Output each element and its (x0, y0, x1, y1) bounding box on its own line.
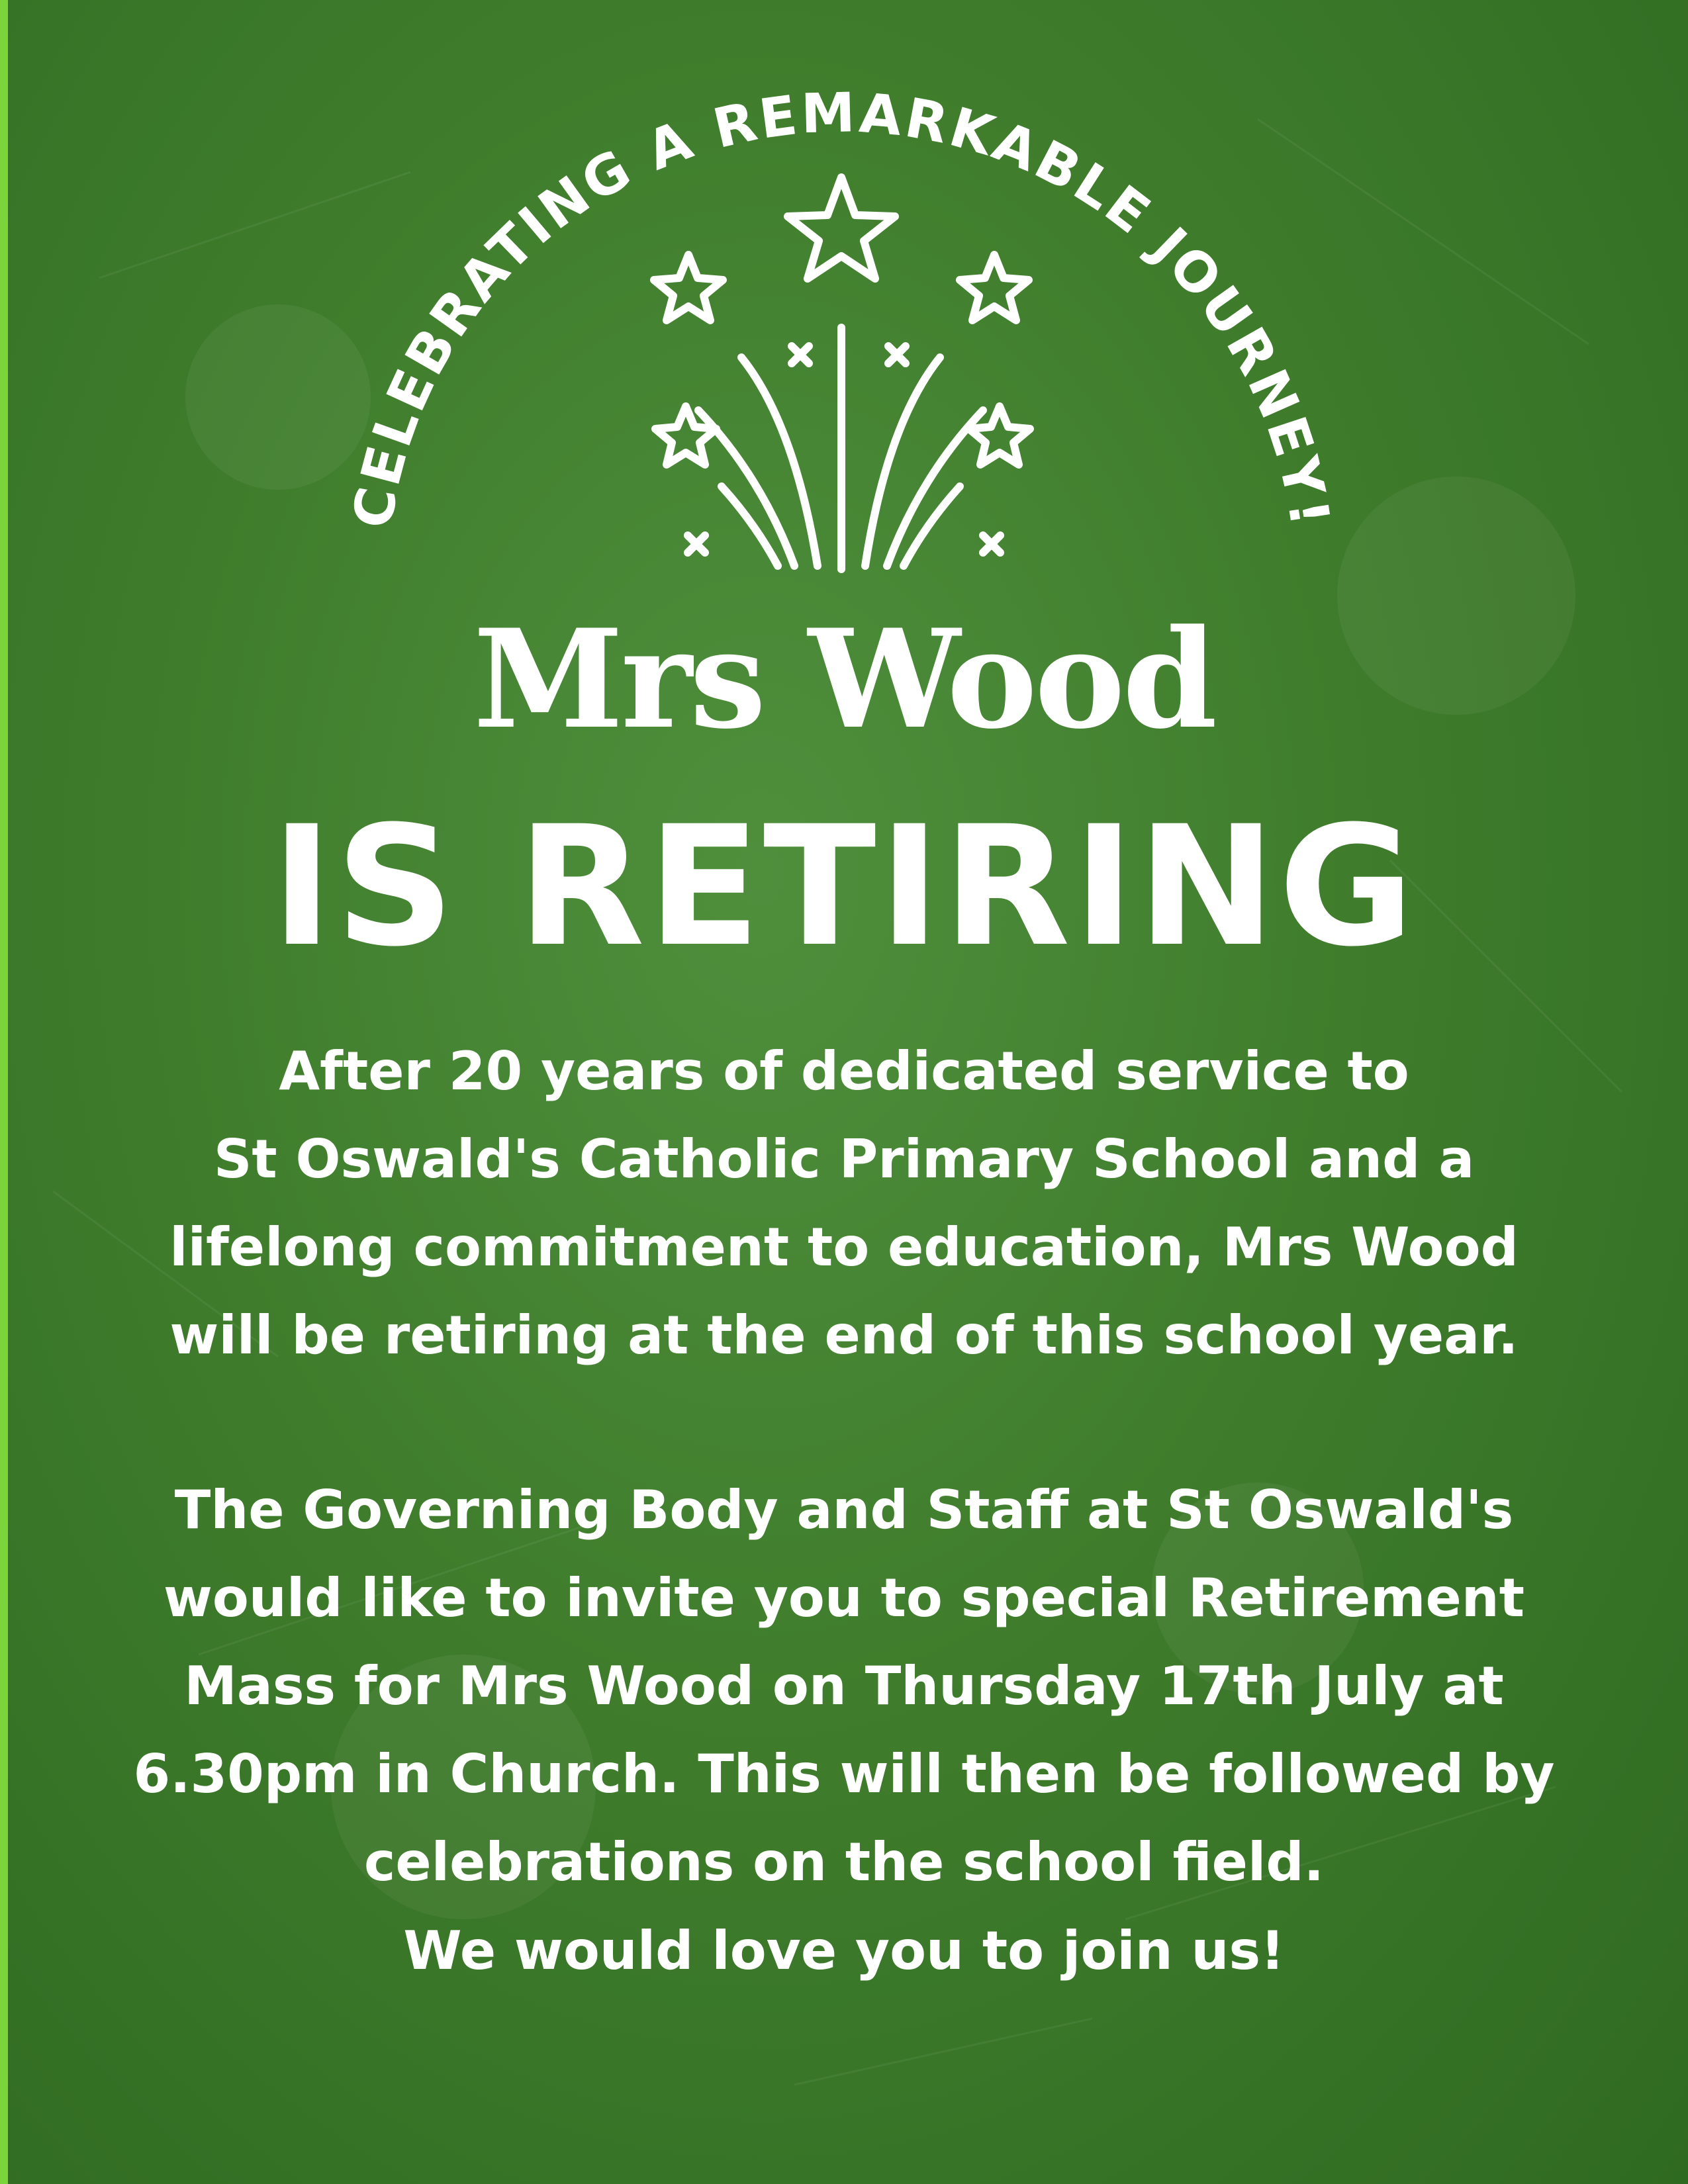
closing-text: We would love you to join us! (403, 1920, 1285, 1981)
paragraph-line: Mass for Mrs Wood on Thursday 17th July at (184, 1655, 1504, 1717)
invitation-paragraph (66, 1466, 1622, 1906)
paragraph-line: would like to invite you to special Retirement (164, 1567, 1524, 1629)
arc-heading-text: CELEBRATING A REMARKABLE JOURNEY! (341, 81, 1342, 533)
paragraph-line: 6.30pm in Church. This will then be followed by (133, 1743, 1555, 1805)
paragraph-line: The Governing Body and Staff at St Oswald's (174, 1479, 1514, 1541)
retiree-name: Mrs Wood (473, 600, 1215, 759)
star-icon (788, 177, 895, 279)
retiring-heading: IS RETIRING (271, 790, 1417, 983)
paragraph-line: After 20 years of dedicated service to (279, 1040, 1409, 1102)
service-paragraph (66, 1027, 1622, 1379)
closing-line (66, 1907, 1622, 1995)
paragraph-line: celebrations on the school field. (364, 1831, 1324, 1893)
paragraph-line: St Oswald's Catholic Primary School and a (213, 1128, 1475, 1190)
paragraph-line: will be retiring at the end of this school year. (169, 1304, 1519, 1366)
star-icon (654, 255, 723, 320)
star-icon (960, 255, 1029, 320)
paragraph-line: lifelong commitment to education, Mrs Wood (169, 1216, 1519, 1278)
